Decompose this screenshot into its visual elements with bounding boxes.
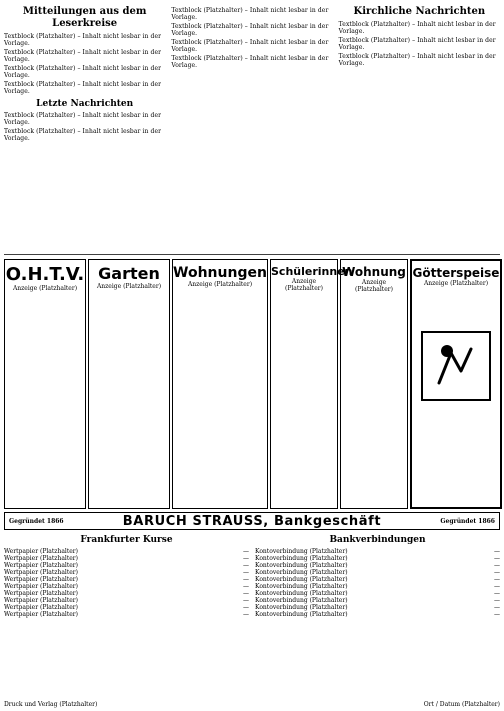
cell-key: Wertpapier (Platzhalter) [4,604,78,611]
table-row [255,576,500,583]
cell-value: — [243,604,249,611]
cell-value: — [243,562,249,569]
cell-value: — [494,576,500,583]
bank-right-title: Bankverbindungen [329,535,426,545]
table-row [255,590,500,597]
cell-key: Kontoverbindung (Platzhalter) [255,548,348,555]
ad-box-5 [340,259,408,509]
top-right-text [339,21,500,67]
cell-key: Kontoverbindung (Platzhalter) [255,590,348,597]
cell-value: — [243,611,249,618]
table-row [4,583,249,590]
illustration-icon [421,331,491,401]
top-middle-column [171,4,332,254]
cell-value: — [494,583,500,590]
cell-value: — [243,576,249,583]
cell-value: — [494,611,500,618]
ad-box-3 [172,259,268,509]
table-row [255,597,500,604]
cell-key: Wertpapier (Platzhalter) [4,562,78,569]
lower-left-heading: Letzte Nachrichten [36,99,134,109]
cell-key: Wertpapier (Platzhalter) [4,569,78,576]
paragraph: Textblock (Platzhalter) – Inhalt nicht lesbar in der Vorlage. [171,39,329,53]
table-row [4,569,249,576]
cell-value: — [494,548,500,555]
cell-value: — [243,548,249,555]
cell-key: Kontoverbindung (Platzhalter) [255,597,348,604]
cell-key: Kontoverbindung (Platzhalter) [255,583,348,590]
ad-text: Anzeige (Platzhalter) [423,280,489,287]
table-row [4,611,249,618]
bank-right-table [255,532,500,670]
table-row [4,604,249,611]
paragraph: Textblock (Platzhalter) – Inhalt nicht lesbar in der Vorlage. [338,53,496,67]
paragraph: Textblock (Platzhalter) – Inhalt nicht lesbar in der Vorlage. [171,23,329,37]
cell-value: — [494,555,500,562]
table-row [4,555,249,562]
cell-key: Kontoverbindung (Platzhalter) [255,576,348,583]
ad-title: Wohnung [342,265,406,279]
cell-value: — [494,604,500,611]
cell-value: — [243,583,249,590]
cell-value: — [494,562,500,569]
table-row [255,562,500,569]
cell-key: Kontoverbindung (Platzhalter) [255,604,348,611]
footer-right: Ort / Datum (Platzhalter) [423,701,500,708]
bank-left-title: Frankfurter Kurse [80,535,173,545]
table-row [4,576,249,583]
top-right-column [339,4,500,254]
paragraph: Textblock (Platzhalter) – Inhalt nicht lesbar in der Vorlage. [338,21,496,35]
cell-key: Wertpapier (Platzhalter) [4,576,78,583]
cell-key: Wertpapier (Platzhalter) [4,555,78,562]
ad-title: Garten [98,264,160,283]
footer-left: Druck und Verlag (Platzhalter) [4,701,98,708]
table-row [4,562,249,569]
ad-box-4 [270,259,353,509]
cell-key: Wertpapier (Platzhalter) [4,611,78,618]
table-row [4,590,249,597]
cell-value: — [494,569,500,576]
table-row [255,604,500,611]
ad-box-2 [88,259,170,509]
top-middle-text [171,7,332,69]
cell-key: Wertpapier (Platzhalter) [4,548,78,555]
ad-text: Anzeige (Platzhalter) [96,283,162,290]
top-left-text [4,33,165,95]
cell-value: — [243,597,249,604]
ad-title: Schülerinnen [271,265,353,278]
table-row [4,597,249,604]
paragraph: Textblock (Platzhalter) – Inhalt nicht lesbar in der Vorlage. [4,49,162,63]
top-right-heading: Kirchliche Nachrichten [353,6,486,17]
paragraph: Textblock (Platzhalter) – Inhalt nicht lesbar in der Vorlage. [338,37,496,51]
ad-text-filler [5,299,85,301]
paragraph: Textblock (Platzhalter) – Inhalt nicht lesbar in der Vorlage. [171,55,329,69]
banner-left: Gegründet 1866 [9,517,64,525]
paragraph: Textblock (Platzhalter) – Inhalt nicht lesbar in der Vorlage. [4,81,162,95]
table-row [255,611,500,618]
top-columns [4,4,500,254]
cell-value: — [494,597,500,604]
ads-row [4,259,500,509]
cell-key: Wertpapier (Platzhalter) [4,597,78,604]
cell-key: Kontoverbindung (Platzhalter) [255,611,348,618]
banner-title: BARUCH STRAUSS, Bankgeschäft [122,513,382,529]
bank-banner [4,512,500,530]
paragraph: Textblock (Platzhalter) – Inhalt nicht lesbar in der Vorlage. [4,112,162,126]
ad-text: Anzeige (Platzhalter) [355,279,393,293]
paragraph: Textblock (Platzhalter) – Inhalt nicht lesbar in der Vorlage. [4,128,162,142]
table-row [4,548,249,555]
cell-value: — [494,590,500,597]
paragraph: Textblock (Platzhalter) – Inhalt nicht lesbar in der Vorlage. [4,33,162,47]
ad-title: Wohnungen [173,265,267,281]
cell-value: — [243,590,249,597]
cell-value: — [243,555,249,562]
lower-left-text [4,112,165,142]
bank-section [4,532,500,670]
cell-key: Kontoverbindung (Platzhalter) [255,569,348,576]
table-row [255,569,500,576]
top-left-column [4,4,165,254]
cell-value: — [243,569,249,576]
footer [4,701,500,708]
ad-box-1 [4,259,86,509]
table-row [255,583,500,590]
ad-title: O.H.T.V. [5,264,85,285]
banner-right: Gegründet 1866 [440,517,495,525]
ad-box-6 [410,259,502,509]
ad-title: Götterspeise [412,266,500,280]
bank-left-table [4,532,249,670]
cell-key: Kontoverbindung (Platzhalter) [255,562,348,569]
cell-key: Wertpapier (Platzhalter) [4,590,78,597]
divider [4,254,500,255]
ad-text: Anzeige (Platzhalter) [187,281,253,288]
top-left-heading: Mitteilungen aus dem Leserkreise [22,6,147,29]
table-row [255,548,500,555]
paragraph: Textblock (Platzhalter) – Inhalt nicht lesbar in der Vorlage. [171,7,329,21]
paragraph: Textblock (Platzhalter) – Inhalt nicht lesbar in der Vorlage. [4,65,162,79]
cell-key: Kontoverbindung (Platzhalter) [255,555,348,562]
ad-text: Anzeige (Platzhalter) [285,278,323,292]
cell-key: Wertpapier (Platzhalter) [4,583,78,590]
table-row [255,555,500,562]
ad-text: Anzeige (Platzhalter) [12,285,78,292]
